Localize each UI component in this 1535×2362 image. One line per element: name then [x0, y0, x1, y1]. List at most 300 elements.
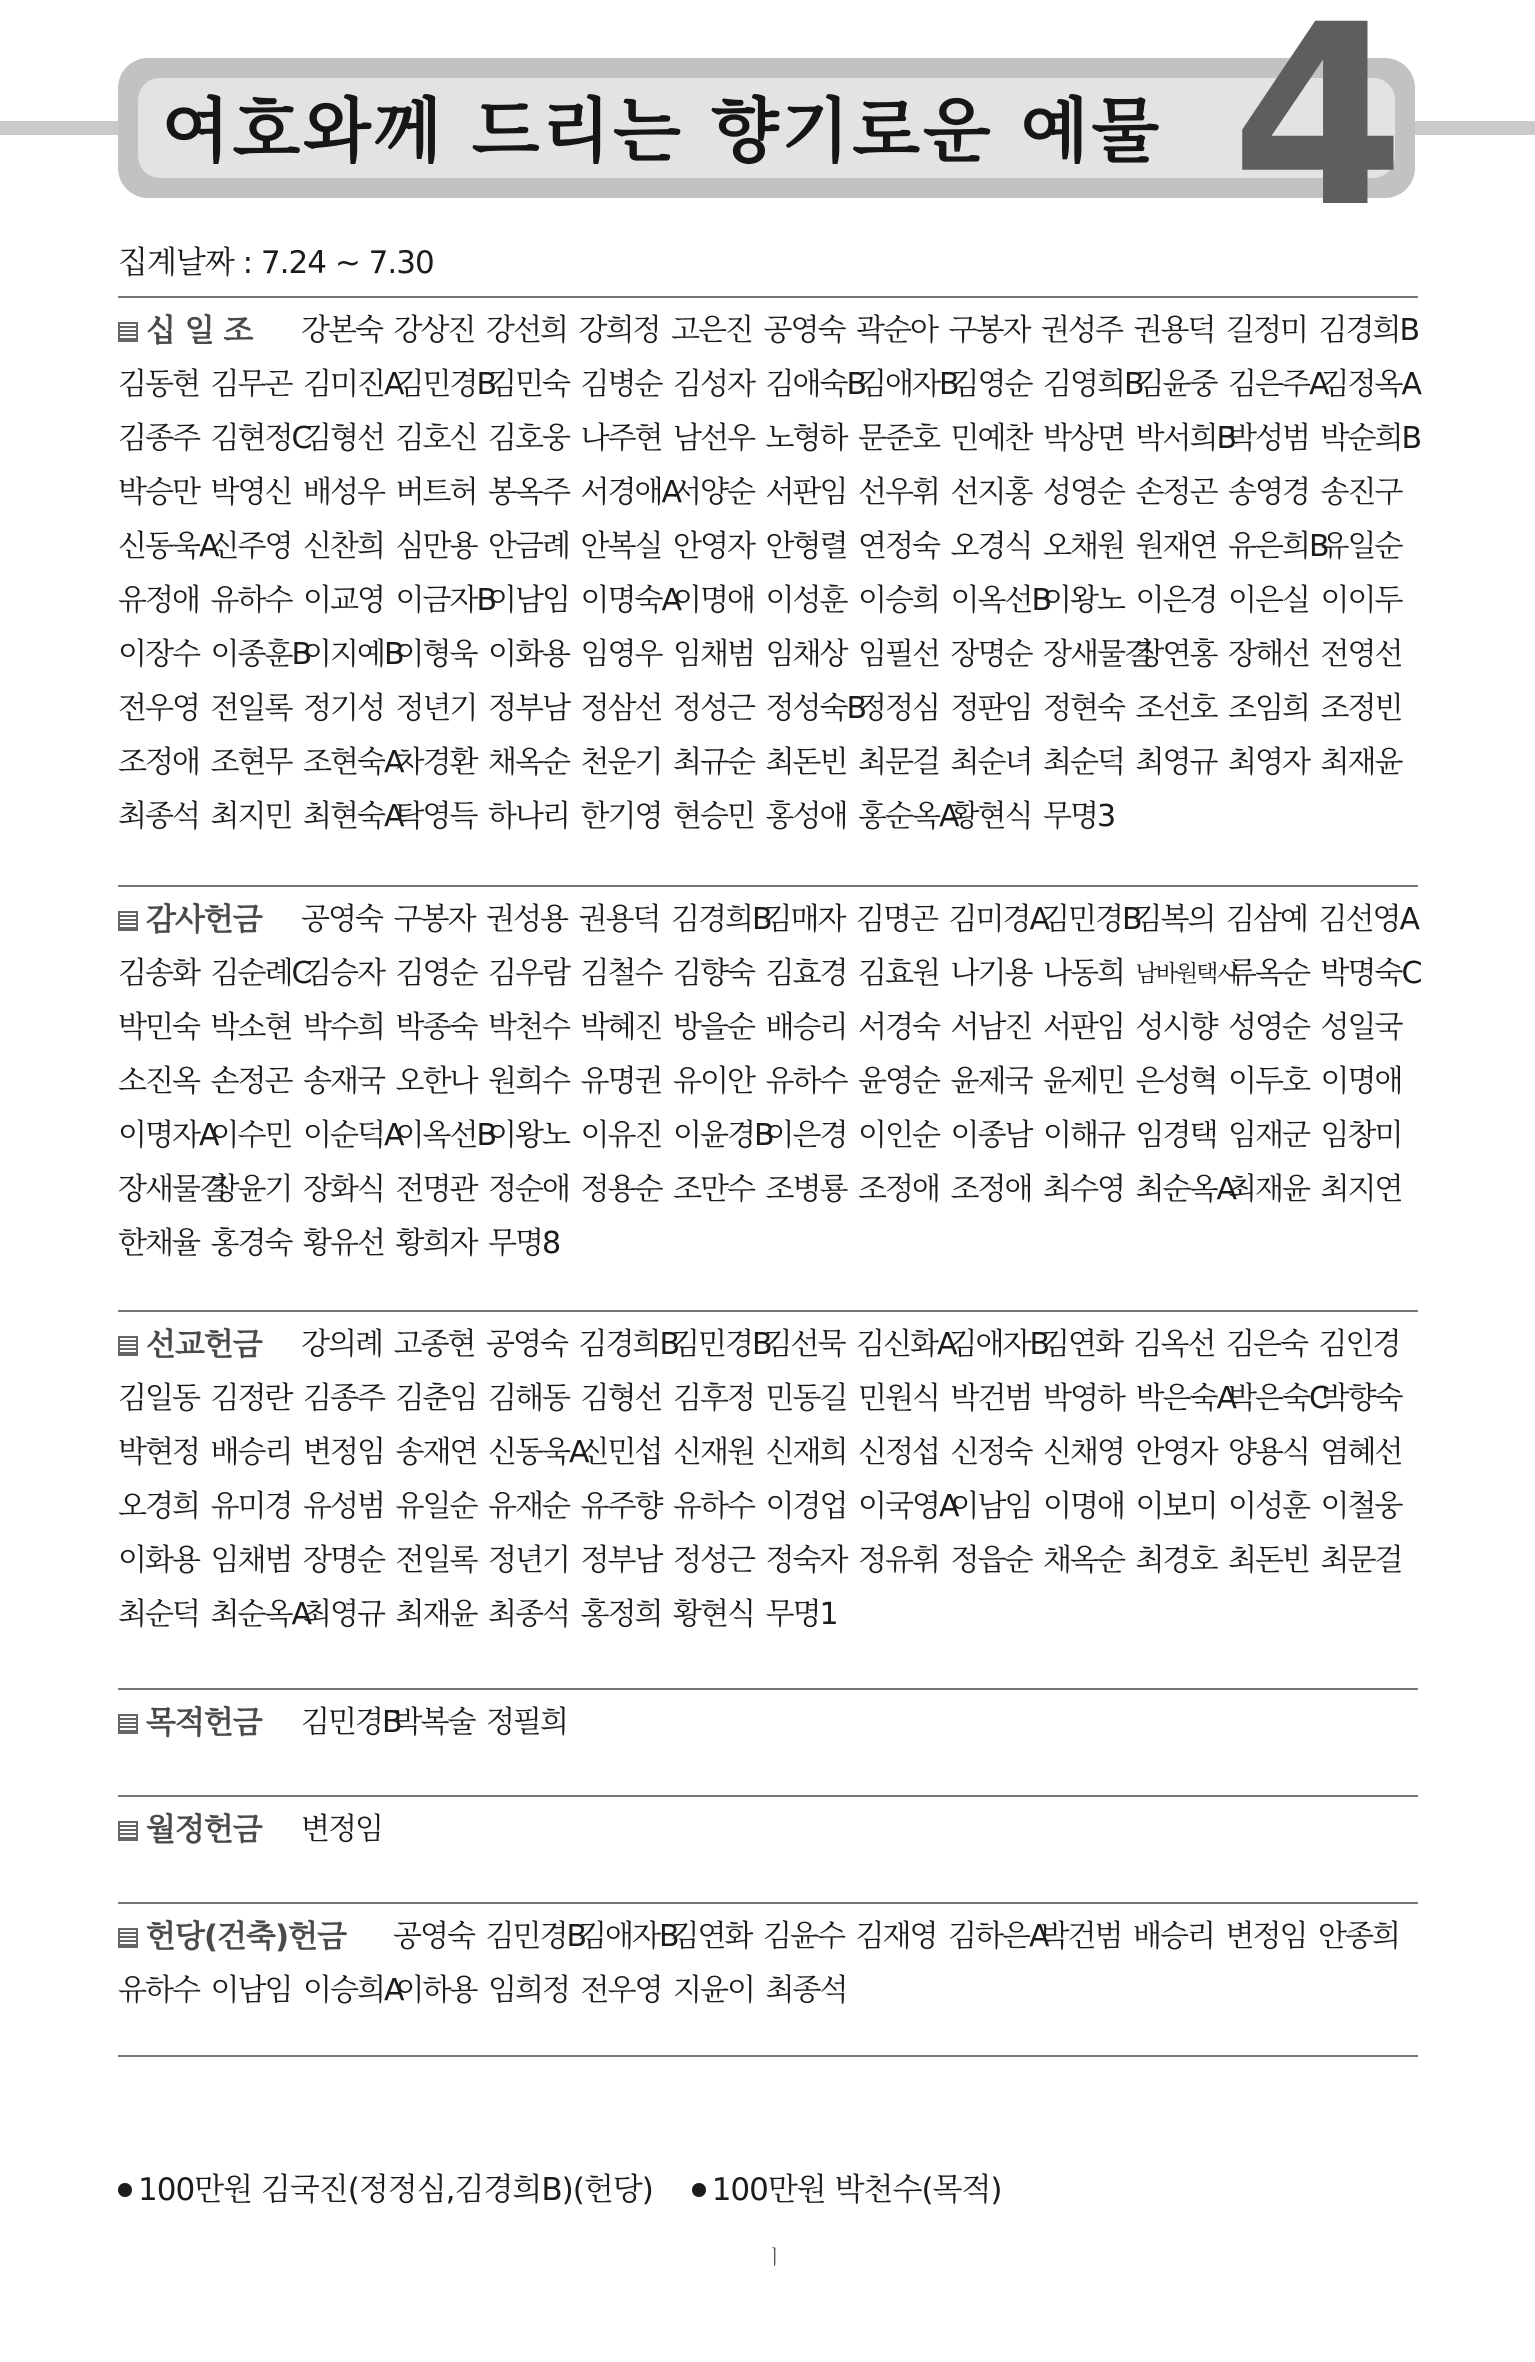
donor-name: 홍정희 — [580, 1597, 662, 1632]
donor-name: 이종훈B — [210, 637, 311, 672]
donor-name: 정성근 — [673, 1543, 754, 1578]
donor-name: 정기성 — [303, 691, 384, 726]
donor-name: 이승희A — [303, 1973, 403, 2008]
donor-name: 윤제국 — [950, 1064, 1032, 1099]
donor-name: 박성범 — [1228, 421, 1309, 456]
donor-name: 임희정 — [488, 1973, 569, 2008]
donor-name: 유정애 — [118, 583, 199, 618]
donor-name: 정년기 — [395, 691, 477, 726]
donor-name: 유일순 — [1320, 529, 1402, 564]
donor-name: 유이안 — [673, 1064, 754, 1099]
donor-name: 나동희 — [1043, 956, 1124, 991]
donor-name: 최재윤 — [1320, 745, 1402, 780]
donor-name: 최지연 — [1320, 1172, 1402, 1207]
donor-name: 김재영 — [855, 1919, 937, 1954]
donor-name: 이명애 — [1320, 1064, 1402, 1099]
donor-name: 구봉자 — [948, 313, 1030, 348]
donor-name: 민원식 — [858, 1381, 939, 1416]
donor-name: 무명8 — [488, 1226, 560, 1261]
donor-name: 정순애 — [488, 1172, 569, 1207]
donor-name: 변정임 — [301, 1812, 382, 1847]
donor-name: 송재연 — [395, 1435, 477, 1470]
donor-name: 이왕노 — [488, 1118, 569, 1153]
donor-name: 이은경 — [1135, 583, 1217, 618]
donor-name: 이유진 — [580, 1118, 662, 1153]
bullet-icon — [118, 2183, 132, 2197]
donor-name: 서경숙 — [858, 1010, 939, 1045]
donor-name: 정정심 — [858, 691, 939, 726]
donor-name: 이하용 — [395, 1973, 477, 2008]
donor-name: 신정섭 — [858, 1435, 939, 1470]
donor-name: 이왕노 — [1043, 583, 1124, 618]
donor-name: 김송화 — [118, 956, 199, 991]
donor-name: 권용덕 — [578, 902, 660, 937]
donor-name: 현승민 — [673, 799, 754, 834]
donor-name: 강본숙 — [301, 313, 382, 348]
donor-name: 이금자B — [395, 583, 496, 618]
donor-name: 정성근 — [673, 691, 754, 726]
donor-name: 김복의 — [1133, 902, 1215, 937]
donor-name: 소진옥 — [118, 1064, 199, 1099]
donor-name: 서경애A — [580, 475, 680, 510]
donor-name: 박건범 — [1040, 1919, 1122, 1954]
donor-name: 신정숙 — [950, 1435, 1032, 1470]
donor-name: 황유선 — [303, 1226, 384, 1261]
donor-name: 심만용 — [395, 529, 477, 564]
section-heading-label: 월정헌금 — [146, 1812, 262, 1848]
donor-name: 나주현 — [580, 421, 662, 456]
donor-name: 배승리 — [765, 1010, 847, 1045]
donor-name: 최재윤 — [395, 1597, 477, 1632]
bullet-icon — [692, 2183, 706, 2197]
donor-name: 정용순 — [580, 1172, 662, 1207]
donor-name: 이철웅 — [1320, 1489, 1402, 1524]
square-bullet-icon — [118, 1928, 138, 1948]
closing-divider — [118, 2055, 1418, 2057]
donor-name: 김민경B — [485, 1919, 586, 1954]
donor-name: 권성주 — [1041, 313, 1122, 348]
donor-name: 이윤경B — [673, 1118, 773, 1153]
donor-name: 윤영순 — [858, 1064, 939, 1099]
donor-name: 김종주 — [118, 421, 199, 456]
donor-name: 김애숙B — [765, 367, 866, 402]
donor-name: 김경희B — [1318, 313, 1419, 348]
donor-name: 장명순 — [950, 637, 1032, 672]
donor-name: 홍순옥A — [858, 799, 958, 834]
donor-name: 강희정 — [578, 313, 660, 348]
donor-name: 정부남 — [580, 1543, 662, 1578]
donor-name: 전우영 — [580, 1973, 662, 2008]
donor-name: 공영숙 — [393, 1919, 474, 1954]
donor-name: 손정곤 — [210, 1064, 292, 1099]
donor-name: 박은숙A — [1135, 1381, 1235, 1416]
donor-name: 연정숙 — [858, 529, 939, 564]
donor-name: 최지민 — [210, 799, 292, 834]
donor-name: 최수영 — [1043, 1172, 1124, 1207]
donor-name: 김매자 — [763, 902, 845, 937]
donor-name: 조정애 — [118, 745, 199, 780]
donor-name: 김형선 — [580, 1381, 662, 1416]
donor-name: 배승리 — [1133, 1919, 1214, 1954]
donor-name: 김미진A — [303, 367, 403, 402]
donor-name: 박영하 — [1043, 1381, 1124, 1416]
donor-name: 김애자B — [948, 1327, 1049, 1362]
donor-name: 최종석 — [118, 799, 199, 834]
donor-name: 무명1 — [765, 1597, 837, 1632]
donor-name: 신주영 — [210, 529, 292, 564]
donor-name: 신민섭 — [580, 1435, 662, 1470]
donor-name: 임영우 — [580, 637, 662, 672]
donor-name: 임재군 — [1228, 1118, 1309, 1153]
donor-name: 김종주 — [303, 1381, 384, 1416]
donor-name: 안종희 — [1318, 1919, 1399, 1954]
donor-name: 서판임 — [1043, 1010, 1124, 1045]
donor-name: 신찬희 — [303, 529, 384, 564]
section-heading-label: 감사헌금 — [146, 902, 262, 938]
donor-name: 이옥선B — [395, 1118, 496, 1153]
donor-name: 유주향 — [580, 1489, 662, 1524]
section-designated — [118, 1688, 1418, 1750]
donor-name: 배승리 — [210, 1435, 292, 1470]
donor-name: 박명숙C — [1320, 956, 1421, 991]
donor-name: 김윤중 — [1135, 367, 1217, 402]
donor-name: 김하은A — [948, 1919, 1048, 1954]
donor-name: 전일록 — [210, 691, 292, 726]
donor-name: 이인순 — [858, 1118, 939, 1153]
donor-name: 김정란 — [210, 1381, 292, 1416]
donor-name: 김일동 — [118, 1381, 199, 1416]
donor-name: 김영희B — [1043, 367, 1143, 402]
footer-note: 100만원 박천수(목적) — [692, 2172, 1002, 2208]
donor-name: 남선우 — [673, 421, 754, 456]
donor-name: 김호신 — [395, 421, 477, 456]
donor-name: 정읍순 — [950, 1543, 1032, 1578]
donor-name: 안영자 — [1135, 1435, 1217, 1470]
donor-name: 이순덕A — [303, 1118, 403, 1153]
donor-name: 버트허 — [395, 475, 477, 510]
donor-name: 양용식 — [1228, 1435, 1309, 1470]
donor-name: 조정애 — [858, 1172, 939, 1207]
donor-name: 조현숙A — [303, 745, 403, 780]
donor-name: 송영경 — [1228, 475, 1309, 510]
section-heading — [118, 1910, 393, 1964]
donor-name: 박종숙 — [395, 1010, 477, 1045]
donor-name: 이이두 — [1320, 583, 1402, 618]
donor-name: 김애자B — [858, 367, 958, 402]
section-heading-label: 십 일 조 — [146, 313, 253, 349]
donor-name: 변정임 — [303, 1435, 384, 1470]
donor-name: 김은숙 — [1226, 1327, 1307, 1362]
donor-name: 하나리 — [488, 799, 569, 834]
donor-name: 권성용 — [486, 902, 567, 937]
donor-name: 김신화A — [856, 1327, 956, 1362]
donor-name: 김형선 — [303, 421, 384, 456]
section-heading — [118, 1318, 301, 1372]
donor-name: 성시향 — [1135, 1010, 1217, 1045]
donor-name: 유미경 — [210, 1489, 292, 1524]
donor-name: 성영순 — [1043, 475, 1124, 510]
donor-name: 강상진 — [393, 313, 475, 348]
donor-name: 유하수 — [118, 1973, 199, 2008]
donor-name: 채옥순 — [488, 745, 569, 780]
donor-name: 변정임 — [1225, 1919, 1307, 1954]
donor-name: 이은실 — [1228, 583, 1309, 618]
donor-name: 한채율 — [118, 1226, 199, 1261]
donor-name: 최순덕 — [1043, 745, 1124, 780]
donor-name: 김인경 — [1318, 1327, 1400, 1362]
page-title: 여호와께 드리는 향기로운 예물 — [162, 90, 1163, 172]
donor-name: 박승만 — [118, 475, 199, 510]
donor-name: 임경택 — [1135, 1118, 1217, 1153]
square-bullet-icon — [118, 1821, 138, 1841]
donor-name: 서양순 — [673, 475, 754, 510]
donor-name: 박천수 — [488, 1010, 569, 1045]
donor-name: 탁영득 — [395, 799, 477, 834]
donor-name: 선우휘 — [858, 475, 939, 510]
donor-name: 최순옥A — [1135, 1172, 1235, 1207]
donor-name: 박순희B — [1320, 421, 1421, 456]
donor-name: 남바원택시 — [1135, 961, 1237, 987]
donor-name: 이명자A — [118, 1118, 218, 1153]
donor-name: 이종남 — [950, 1118, 1032, 1153]
donor-name: 이은경 — [765, 1118, 847, 1153]
donor-name: 성영순 — [1228, 1010, 1309, 1045]
donor-name: 정성숙B — [765, 691, 866, 726]
donor-name: 한기영 — [580, 799, 662, 834]
donor-name: 이성훈 — [1228, 1489, 1309, 1524]
donor-name: 김은주A — [1228, 367, 1328, 402]
donor-name: 오경식 — [950, 529, 1032, 564]
donor-name: 이경업 — [765, 1489, 847, 1524]
donor-name: 공영숙 — [763, 313, 845, 348]
donor-name: 최돈빈 — [1228, 1543, 1309, 1578]
donor-name: 김민경B — [301, 1705, 401, 1740]
donor-name: 최문걸 — [1320, 1543, 1402, 1578]
donor-name: 박건범 — [950, 1381, 1032, 1416]
donor-name: 선지홍 — [950, 475, 1032, 510]
donor-name: 정삼선 — [580, 691, 662, 726]
donor-name: 지윤이 — [673, 1973, 754, 2008]
donor-name: 임채범 — [673, 637, 754, 672]
donor-name: 장윤기 — [210, 1172, 292, 1207]
donor-name: 조정빈 — [1320, 691, 1402, 726]
donor-name: 김무곤 — [210, 367, 292, 402]
donor-name: 염혜선 — [1320, 1435, 1402, 1470]
donor-name: 신채영 — [1043, 1435, 1124, 1470]
donor-name: 김선묵 — [763, 1327, 845, 1362]
donor-name: 박현정 — [118, 1435, 199, 1470]
donor-name: 김민숙 — [488, 367, 569, 402]
donor-name: 장해선 — [1228, 637, 1309, 672]
section-heading — [118, 893, 301, 947]
donor-name: 전명관 — [395, 1172, 477, 1207]
donor-name: 민예찬 — [950, 421, 1032, 456]
donor-name: 공영숙 — [486, 1327, 567, 1362]
donor-name: 유성범 — [303, 1489, 384, 1524]
donor-name: 김현정C — [210, 421, 311, 456]
donor-name: 이화용 — [488, 637, 569, 672]
donor-name: 최종석 — [765, 1973, 847, 2008]
donor-name: 류옥순 — [1228, 956, 1309, 991]
donor-name: 공영숙 — [301, 902, 382, 937]
tally-period: 집계날짜 : 7.24 ~ 7.30 — [118, 245, 434, 281]
donor-name: 박민숙 — [118, 1010, 199, 1045]
donor-name: 손정곤 — [1135, 475, 1217, 510]
donor-name: 이국영A — [858, 1489, 958, 1524]
donor-name: 김선영A — [1318, 902, 1418, 937]
donor-name: 신재희 — [765, 1435, 847, 1470]
donor-name: 나기용 — [950, 956, 1032, 991]
donor-name: 오한나 — [395, 1064, 477, 1099]
donor-name: 김윤수 — [763, 1919, 844, 1954]
donor-name: 박소현 — [210, 1010, 292, 1045]
donor-name: 박복술 — [393, 1705, 475, 1740]
donor-name: 신동욱A — [118, 529, 218, 564]
donor-name: 임창미 — [1320, 1118, 1402, 1153]
page-marker: ㅣ — [765, 2245, 785, 2269]
donor-name: 길정미 — [1226, 313, 1307, 348]
donor-name: 김연화 — [1041, 1327, 1122, 1362]
donor-name: 민동길 — [765, 1381, 847, 1416]
donor-name: 김정옥A — [1320, 367, 1420, 402]
section-heading — [118, 1803, 301, 1857]
donor-name: 서남진 — [950, 1010, 1032, 1045]
donor-name: 전일록 — [395, 1543, 477, 1578]
donor-name: 최규순 — [673, 745, 754, 780]
donor-name: 임필선 — [858, 637, 939, 672]
donor-name: 김옥선 — [1133, 1327, 1215, 1362]
donor-name: 박서희B — [1135, 421, 1236, 456]
donor-name: 정유휘 — [858, 1543, 939, 1578]
section-heading — [118, 1696, 301, 1750]
section-thanksgiving — [118, 885, 1421, 1271]
donor-name: 배성우 — [303, 475, 384, 510]
donor-name: 최순녀 — [950, 745, 1032, 780]
header-side-line-right — [1405, 121, 1535, 135]
donor-name: 김병순 — [580, 367, 662, 402]
section-heading-label: 목적헌금 — [146, 1705, 262, 1741]
donor-name: 정판임 — [950, 691, 1032, 726]
donor-name: 최돈빈 — [765, 745, 847, 780]
donor-name: 이남임 — [950, 1489, 1032, 1524]
donor-name: 황현식 — [950, 799, 1032, 834]
donor-name: 이남임 — [210, 1973, 292, 2008]
donor-name: 정년기 — [488, 1543, 569, 1578]
donor-name: 임채상 — [765, 637, 847, 672]
donor-name: 노형하 — [765, 421, 847, 456]
donor-name: 김승자 — [303, 956, 384, 991]
donor-name: 최영자 — [1228, 745, 1309, 780]
donor-name: 안형렬 — [765, 529, 847, 564]
footer-note: 100만원 김국진(정정심,김경희B)(헌당) — [118, 2172, 653, 2208]
donor-name: 이성훈 — [765, 583, 847, 618]
donor-name: 김해동 — [488, 1381, 569, 1416]
square-bullet-icon — [118, 911, 138, 931]
donor-name: 오채원 — [1043, 529, 1124, 564]
donor-name: 이옥선B — [950, 583, 1051, 618]
donor-name: 전영선 — [1320, 637, 1402, 672]
donor-name: 전우영 — [118, 691, 199, 726]
donor-name: 김효경 — [765, 956, 847, 991]
donor-name: 유명권 — [580, 1064, 662, 1099]
donor-name: 이명숙A — [580, 583, 680, 618]
donor-name: 장새물결 — [1043, 637, 1151, 672]
donor-name: 홍경숙 — [210, 1226, 292, 1261]
donor-name: 김미경A — [948, 902, 1048, 937]
donor-name: 유하수 — [210, 583, 292, 618]
donor-name: 조만수 — [673, 1172, 754, 1207]
donor-name: 정현숙 — [1043, 691, 1124, 726]
donor-name: 김효원 — [858, 956, 939, 991]
donor-name: 오경희 — [118, 1489, 199, 1524]
donor-name: 조선호 — [1135, 691, 1217, 726]
donor-name: 은성혁 — [1135, 1064, 1217, 1099]
donor-name: 원재연 — [1135, 529, 1217, 564]
donor-name: 최영규 — [1135, 745, 1217, 780]
donor-name: 박수희 — [303, 1010, 384, 1045]
donor-name: 김철수 — [580, 956, 662, 991]
donor-name: 최종석 — [488, 1597, 569, 1632]
donor-name: 성일국 — [1320, 1010, 1402, 1045]
donor-name: 박향숙 — [1320, 1381, 1402, 1416]
donor-name: 김호웅 — [488, 421, 569, 456]
donor-name: 문준호 — [858, 421, 939, 456]
donor-name: 이승희 — [858, 583, 939, 618]
donor-name: 박은숙C — [1228, 1381, 1328, 1416]
donor-name: 조정애 — [950, 1172, 1032, 1207]
donor-name: 유하수 — [765, 1064, 847, 1099]
donor-name: 김경희B — [578, 1327, 679, 1362]
donor-name: 김순례C — [210, 956, 311, 991]
donor-name: 최순옥A — [210, 1597, 310, 1632]
donor-name: 천운기 — [580, 745, 662, 780]
donor-name: 유은희B — [1228, 529, 1328, 564]
donor-name: 김후정 — [673, 1381, 754, 1416]
donor-name: 조병룡 — [765, 1172, 847, 1207]
donor-name: 박혜진 — [580, 1010, 662, 1045]
donor-name: 이두호 — [1228, 1064, 1309, 1099]
donor-name: 방을순 — [673, 1010, 754, 1045]
donor-name: 최현숙A — [303, 799, 403, 834]
donor-name: 장명순 — [303, 1543, 384, 1578]
square-bullet-icon — [118, 1336, 138, 1356]
donor-name: 장새물결 — [118, 1172, 226, 1207]
donor-name: 서판임 — [765, 475, 847, 510]
donor-name: 최순덕 — [118, 1597, 199, 1632]
donor-name: 이화용 — [118, 1543, 199, 1578]
square-bullet-icon — [118, 1714, 138, 1734]
donor-name: 이해규 — [1043, 1118, 1124, 1153]
donor-name: 고은진 — [671, 313, 752, 348]
donor-name: 조현무 — [210, 745, 292, 780]
section-missions — [118, 1310, 1418, 1642]
donor-name: 이형욱 — [395, 637, 477, 672]
donor-name: 이남임 — [488, 583, 569, 618]
donor-name: 김민경B — [671, 1327, 771, 1362]
section-monthly — [118, 1795, 1418, 1857]
donor-name: 김영순 — [395, 956, 477, 991]
donor-name: 유일순 — [395, 1489, 477, 1524]
donor-name: 조임희 — [1228, 691, 1309, 726]
donor-name: 정부남 — [488, 691, 569, 726]
donor-name: 윤제민 — [1043, 1064, 1124, 1099]
donor-name: 송재국 — [303, 1064, 384, 1099]
donor-name: 김경희B — [671, 902, 771, 937]
section-heading-label: 헌당(건축)헌금 — [146, 1919, 347, 1955]
donor-name: 황희자 — [395, 1226, 477, 1261]
donor-name: 유재순 — [488, 1489, 569, 1524]
donor-name: 김영순 — [950, 367, 1032, 402]
